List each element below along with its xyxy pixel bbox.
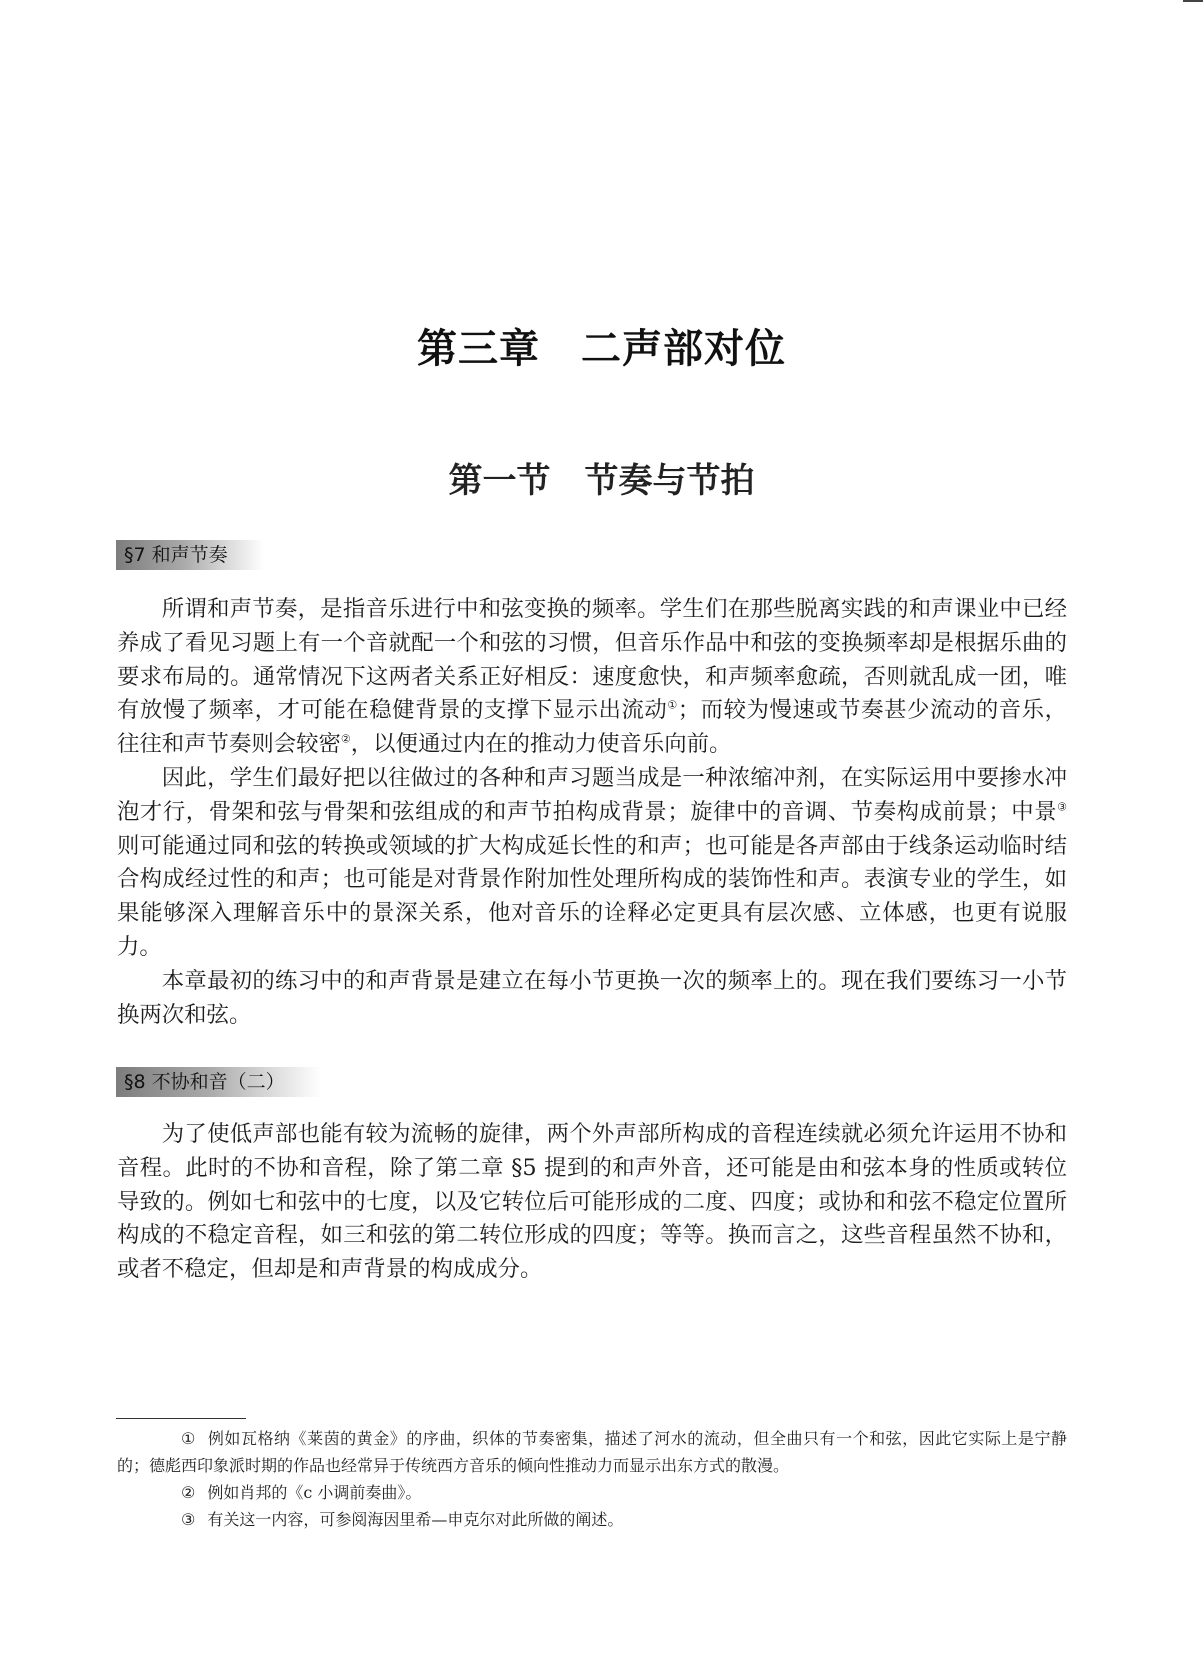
- chapter-title: 第三章 二声部对位: [417, 325, 786, 372]
- section-title: 第一节 节奏与节拍: [448, 461, 755, 502]
- paragraph-text: 为了使低声部也能有较为流畅的旋律，两个外声部所构成的音程连续就必须允许运用不协和音程。此时的不协和音程，除了第二章 §5 提到的和声外音，还可能是由和弦本身的性质或转位导致的。例如七和弦中的七度，以及它转位后可能形成的二度、四度；或协和和弦不稳定位置所构成的不稳定音程，如三和弦的第二转位形成的四度；等等。换而言之，这些音程虽然不协和，或者不稳定，但却是和声背景的构成成分。: [117, 1121, 1067, 1283]
- footnote-text: 例如肖邦的《c 小调前奏曲》。: [207, 1483, 422, 1502]
- footnotes: [117, 1425, 1067, 1533]
- subsection-heading-8: §8 不协和音（二）: [116, 1067, 321, 1097]
- subsection-body-7: [117, 593, 1067, 1032]
- subsection-body-8: [117, 1118, 1067, 1287]
- paragraph: [117, 1118, 1067, 1287]
- footnote-marker: ②: [181, 1483, 196, 1502]
- paragraph: [117, 593, 1067, 762]
- footnote-reference[interactable]: ①: [667, 698, 678, 712]
- footnote-reference[interactable]: ③: [1057, 800, 1067, 814]
- paragraph-text: 本章最初的练习中的和声背景是建立在每小节更换一次的频率上的。现在我们要练习一小节换两次和弦。: [117, 967, 1067, 1028]
- footnote-item: [117, 1506, 1067, 1533]
- footnote-item: [117, 1425, 1067, 1479]
- footnote-item: [117, 1479, 1067, 1506]
- footnote-reference[interactable]: ②: [340, 732, 351, 746]
- page-edge-mark: [1183, 0, 1203, 2]
- footnote-text: 有关这一内容，可参阅海因里希—申克尔对此所做的阐述。: [207, 1510, 624, 1529]
- subsection-heading-7: §7 和声节奏: [116, 540, 264, 570]
- footnote-divider: [116, 1418, 246, 1419]
- paragraph-text: ；而较为慢速或节奏甚少流动的音乐，往往和声节奏则会较密: [117, 697, 1068, 758]
- paragraph-text: ，以便通过内在的推动力使音乐向前。: [350, 731, 732, 758]
- footnote-marker: ③: [181, 1510, 196, 1529]
- paragraph: [117, 762, 1067, 965]
- paragraph-text: 因此，学生们最好把以往做过的各种和声习题当成是一种浓缩冲剂，在实际运用中要掺水冲泡才行，骨架和弦与骨架和弦组成的和声节拍构成背景；旋律中的音调、节奏构成前景；中景: [117, 764, 1067, 825]
- footnote-marker: ①: [181, 1429, 196, 1448]
- paragraph-text: 所谓和声节奏，是指音乐进行中和弦变换的频率。学生们在那些脱离实践的和声课业中已经养成了看见习题上有一个音就配一个和弦的习惯，但音乐作品中和弦的变换频率却是根据乐曲的要求布局的。通常情况下这两者关系正好相反：速度愈快，和声频率愈疏，否则就乱成一团，唯有放慢了频率，才可能在稳健背景的支撑下显示出流动: [117, 596, 1067, 724]
- paragraph: [117, 965, 1067, 1033]
- footnote-text: 例如瓦格纳《莱茵的黄金》的序曲，织体的节奏密集，描述了河水的流动，但全曲只有一个和弦，因此它实际上是宁静的；德彪西印象派时期的作品也经常异于传统西方音乐的倾向性推动力而显示出东方式的散漫。: [117, 1429, 1067, 1475]
- paragraph-text: 则可能通过同和弦的转换或领域的扩大构成延长性的和声；也可能是各声部由于线条运动临时结合构成经过性的和声；也可能是对背景作附加性处理所构成的装饰性和声。表演专业的学生，如果能够深入理解音乐中的景深关系，他对音乐的诠释必定更具有层次感、立体感，也更有说服力。: [117, 832, 1067, 960]
